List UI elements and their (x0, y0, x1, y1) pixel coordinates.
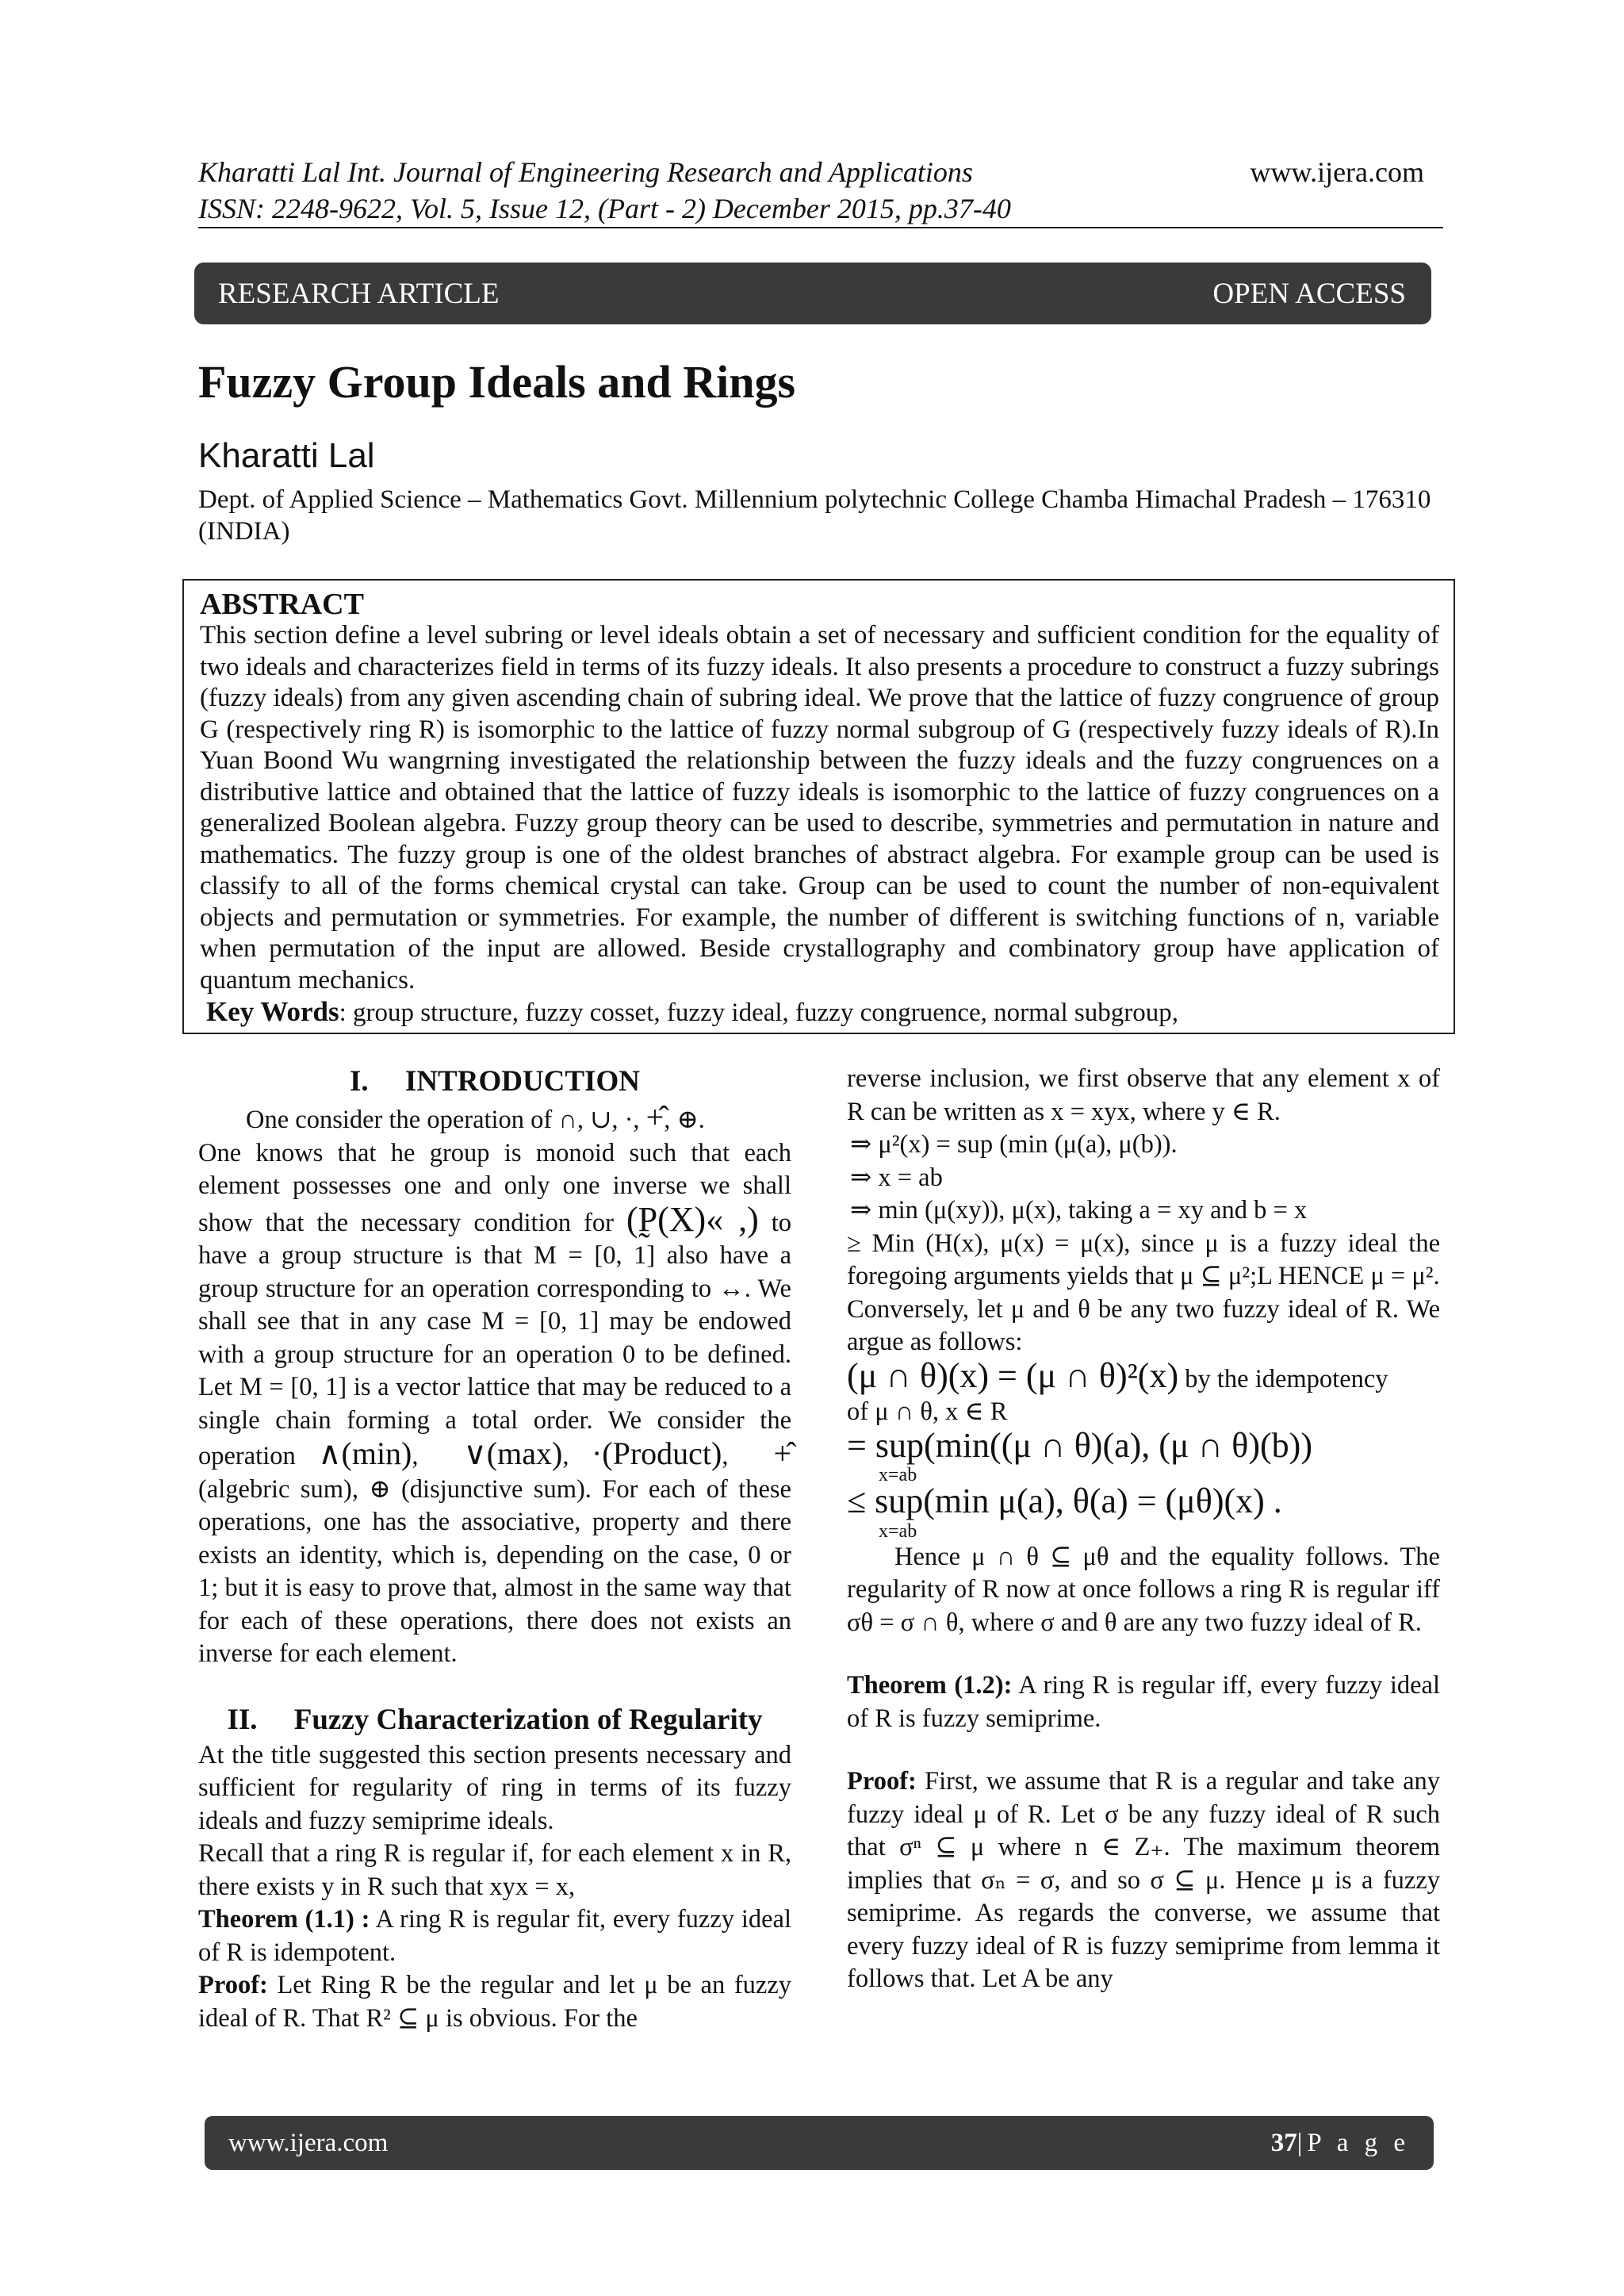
converse-paragraph: Conversely, let μ and θ be any two fuzzy ideal of R. We argue as follows: (847, 1294, 1440, 1356)
proof-label: Proof: (847, 1767, 917, 1796)
equation-3 (847, 1481, 1440, 1542)
keywords-list: : group structure, fuzzy cosset, fuzzy ideal, fuzzy congruence, normal subgroup, (339, 999, 1178, 1027)
running-header (198, 154, 1011, 227)
min-operator: ∧(min) (318, 1435, 412, 1471)
section-heading-regularity (198, 1701, 791, 1739)
theorem-1-2 (847, 1669, 1440, 1735)
equation-1-expr: (μ ∩ θ)(x) = (μ ∩ θ)²(x) (847, 1355, 1179, 1395)
journal-line: Kharatti Lal Int. Journal of Engineering Research and Applications (198, 156, 973, 188)
author-affiliation: Dept. of Applied Science – Mathematics Govt. Millennium polytechnic College Chamba Himachal Pradesh – 176310 (INDIA) (198, 485, 1431, 546)
theorem-text: A ring R is regular iff, every fuzzy ideal of R is fuzzy semiprime. (847, 1671, 1440, 1733)
equation-2-subscript: x=ab (879, 1465, 917, 1485)
page-number (1271, 2129, 1410, 2158)
proof-1-1 (198, 1969, 791, 2035)
implication-line-2: ⇒ x = ab (850, 1163, 943, 1192)
intro-text: One knows that he group is monoid such that each element possesses one and only one inverse we shall show that the necessary condition for (198, 1138, 791, 1237)
header-website[interactable]: www.ijera.com (1250, 156, 1424, 188)
header-rule (198, 227, 1443, 228)
intro-text: One consider the operation of ∩, ∪, ·, (246, 1106, 646, 1134)
author-name: Kharatti Lal (198, 436, 375, 475)
theorem-text: A ring R is regular fit, every fuzzy ideal of R is idempotent. (198, 1905, 791, 1967)
open-access-label: OPEN ACCESS (1212, 277, 1406, 310)
intro-text-end: , ⊕. (664, 1106, 705, 1134)
section-number: I. (350, 1065, 369, 1098)
proof-text: First, we assume that R is a regular and take any fuzzy ideal μ of R. Let σ be any fuzzy ideal of R such that σⁿ ⊆ μ where n ∈ Z₊. The maximum theorem implies that σₙ = σ, and so σ ⊆ μ. Hence μ is a fuzzy semiprime. As regards the converse, we assume that every fuzzy ideal of R is fuzzy semiprime from lemma it follows that. Let A be any (847, 1767, 1440, 1993)
right-column (847, 1063, 1440, 1996)
page-label: |P a g e (1297, 2128, 1410, 2157)
footer-website[interactable]: www.ijera.com (228, 2128, 389, 2157)
section-number: II. (227, 1703, 258, 1736)
section-title: Fuzzy Characterization of Regularity (293, 1703, 763, 1736)
equation-2 (847, 1425, 1440, 1485)
left-column (198, 1063, 791, 2035)
equation-1-tail: by the idempotency (1178, 1364, 1388, 1393)
intro-paragraph-1 (198, 1101, 791, 1137)
theorem-label: Theorem (1.1) : (198, 1905, 370, 1934)
section-heading-introduction (198, 1063, 791, 1101)
abstract-text: This section define a level subring or level ideals obtain a set of necessary and sufficient condition for the equality of two ideals and characterizes field in terms of its fuzzy ideals. It also presents a procedure to construct a fuzzy subrings (fuzzy ideals) from any given ascending chain of subring ideal. We prove that the lattice of fuzzy congruence of group G (respectively ring R) is isomorphic to the lattice of fuzzy normal subgroup of G (respectively fuzzy ideals of R).In Yuan Boond Wu wangrning investigated the relationship between the fuzzy ideals and the fuzzy congruences on a distributive lattice and obtained that the lattice of fuzzy ideals is isomorphic to the lattice of fuzzy congruences on a generalized Boolean algebra. Fuzzy group theory can be used to describe, symmetries and permutation in nature and mathematics. The fuzzy group is one of the oldest branches of abstract algebra. For example group can be used is classify to all of the forms chemical crystal can take. Group can be used to count the number of non-equivalent objects and permutation or symmetries. For example, the number of different is switching functions of n, variable when permutation of the input are allowed. Beside crystallography and combinatory group have application of quantum mechanics. (200, 621, 1439, 995)
theorem-1-1 (198, 1903, 791, 1969)
abstract-box (182, 579, 1455, 1034)
proof-conclusion: ≥ Min (H(x), μ(x) = μ(x), since μ is a fuzzy ideal the foregoing arguments yields that μ ⊆ μ²;L HENCE μ = μ². (847, 1228, 1440, 1290)
equality-paragraph: Hence μ ∩ θ ⊆ μθ and the equality follows. The regularity of R now at once follows a ring R is regular iff σθ = σ ∩ θ, where σ and θ are any two fuzzy ideal of R. (847, 1542, 1440, 1637)
proof-1-2 (847, 1765, 1440, 1996)
intro-text: to have a group structure is that M = [0, 1] also have a group structure for an operation corresponding to ↔. We shall see that in any case M = [0, 1] may be endowed with a group structure for an operation 0 to be defined. Let M = [0, 1] is a vector lattice that may be reduced to a single chain forming a total order. We consider the operation (198, 1208, 792, 1470)
section2-paragraph-2: Recall that a ring R is regular if, for each element x in R, there exists y in R such that xyx = x, (198, 1839, 791, 1901)
equation-2-expr: = sup(min((μ ∩ θ)(a), (μ ∩ θ)(b)) (847, 1425, 1312, 1465)
plus-hat-symbol: +̂ (645, 1099, 665, 1135)
article-type-label: RESEARCH ARTICLE (218, 277, 500, 310)
issn-line: ISSN: 2248-9622, Vol. 5, Issue 12, (Part - 2) December 2015, pp.37-40 (198, 193, 1011, 224)
page-number-value: 37 (1270, 2128, 1297, 2157)
equation-3-subscript: x=ab (879, 1520, 917, 1542)
power-set-expression: (P̰(X)« ,) (626, 1199, 759, 1239)
intro-paragraph-2: One knows that he group is monoid such that each element possesses one and only one inverse we shall show that the necessary condition for (P̰(X)« ,) to have a group structure is that M = [0, 1] also have a group structure for an operation corresponding to ↔. We shall see that in any case M = [0, 1] may be endowed with a group structure for an operation 0 to be defined. Let M = [0, 1] is a vector lattice that may be reduced to a single chain forming a total order. We consider the operation ∧(min), ∨(max), ·(Product), +̂ (algebric sum), ⊕ (disjunctive sum). For each of these operations, one has the associative, property and there exists an identity, which is, depending on the case, 0 or 1; but it is easy to prove that, almost in the same way that for each of these operations, there does not exists an inverse for each element. (198, 1138, 792, 1668)
keywords-label: Key Words (206, 996, 339, 1027)
max-operator: ∨(max) (463, 1435, 563, 1471)
equation-1 (847, 1355, 1440, 1397)
plus-hat-symbol: +̂ (773, 1435, 792, 1471)
proof-label: Proof: (198, 1971, 268, 1999)
page-footer (205, 2116, 1434, 2170)
section-title: INTRODUCTION (404, 1065, 640, 1098)
implication-line-1: ⇒ μ²(x) = sup (min (μ(a), μ(b)). (850, 1130, 1178, 1159)
intro-text: (algebric sum), ⊕ (disjunctive sum). For each of these operations, one has the associative, property and there exists an identity, which is, depending on the case, 0 or 1; but it is easy to prove that, almost in the same way that for each of these operations, there does not exists an inverse for each element. (198, 1474, 791, 1668)
keywords-line (200, 996, 1439, 1029)
section2-paragraph-1: At the title suggested this section presents necessary and sufficient for regularity of ring in terms of its fuzzy ideals and fuzzy semiprime ideals. (198, 1740, 791, 1835)
proof-continued: reverse inclusion, we first observe that any element x of R can be written as x = xyx, where y ∈ R. (847, 1064, 1440, 1126)
equation-1-of: of μ ∩ θ, x ∈ R (847, 1397, 1008, 1426)
equation-3-expr: ≤ sup(min μ(a), θ(a) = (μθ)(x) . (847, 1481, 1282, 1520)
theorem-label: Theorem (1.2): (847, 1671, 1013, 1700)
article-type-bar (194, 263, 1431, 324)
paper-title: Fuzzy Group Ideals and Rings (198, 356, 796, 408)
implication-line-3: ⇒ min (μ(xy)), μ(x), taking a = xy and b = x (850, 1196, 1308, 1225)
product-operator: ·(Product) (591, 1435, 722, 1471)
proof-text: Let Ring R be the regular and let μ be an fuzzy ideal of R. That R² ⊆ μ is obvious. For the (198, 1971, 791, 2033)
abstract-heading: ABSTRACT (200, 588, 364, 621)
